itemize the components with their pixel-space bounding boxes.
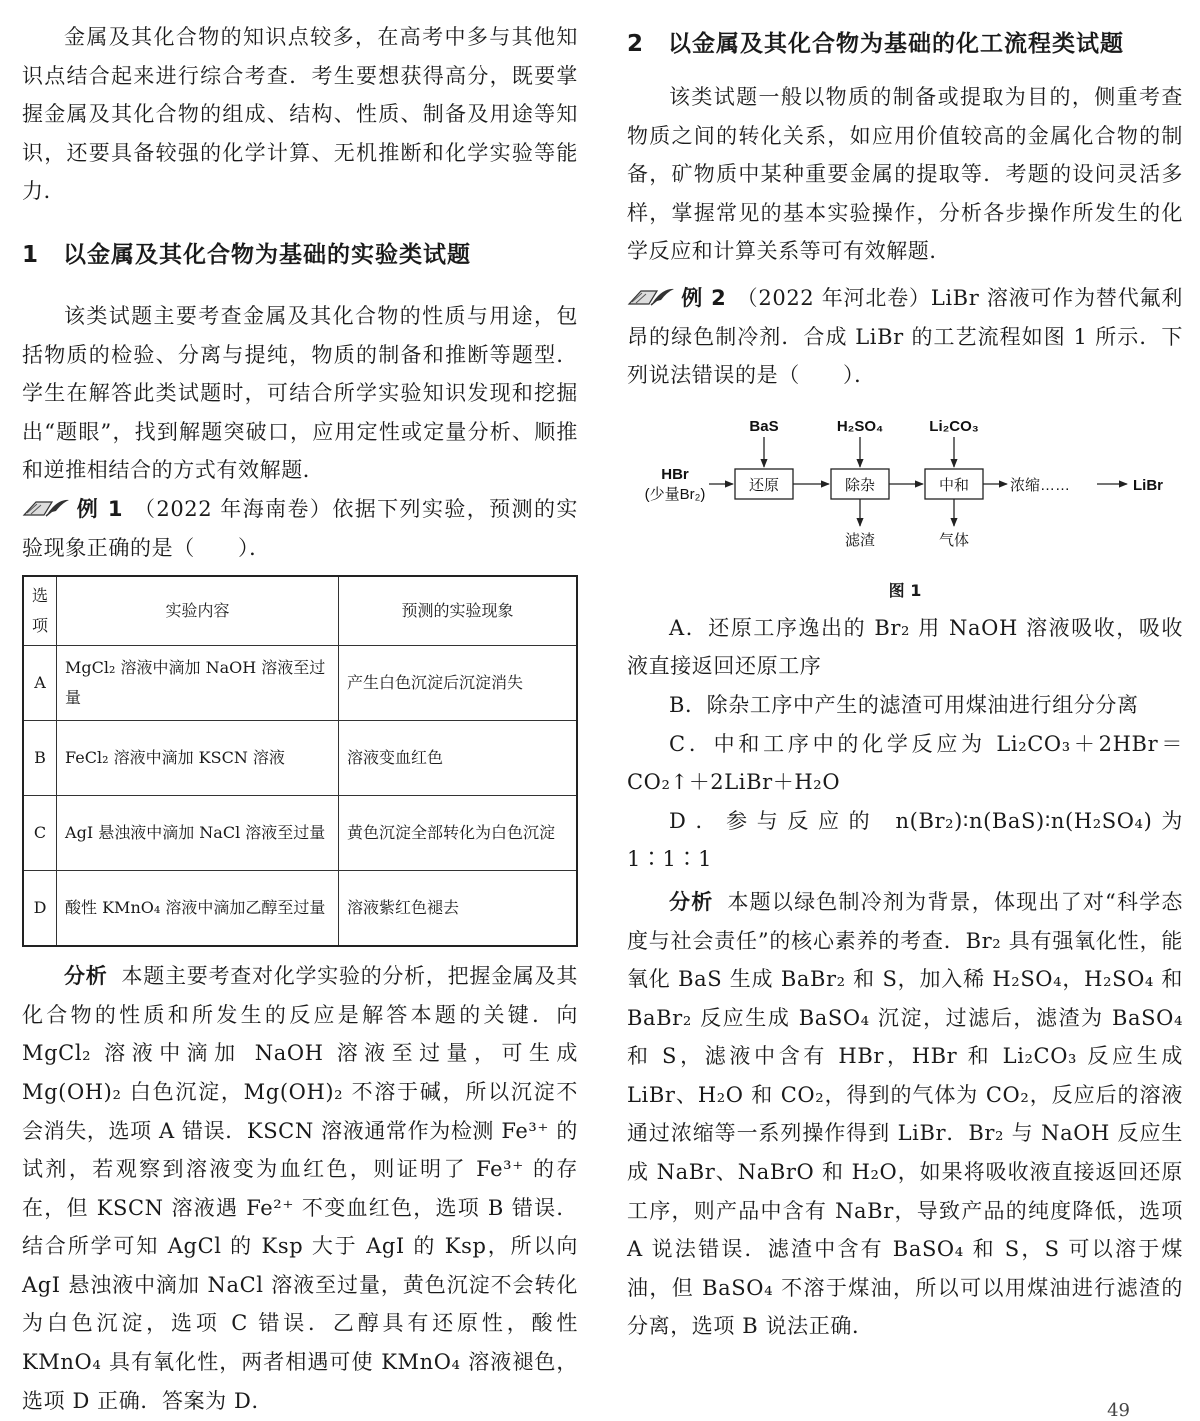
analysis1-text: 本题主要考查对化学实验的分析，把握金属及其化合物的性质和所发生的反应是解答本题的关键．向 MgCl₂ 溶液中滴加 NaOH 溶液至过量，可生成 Mg(OH)₂ 白色沉淀，Mg(OH)₂ 不溶于碱，所以沉淀不会消失，选项 A 错误．KSCN 溶液通常作为检测 Fe³⁺ 的试剂，若观察到溶液变为血红色，则证明了 Fe³⁺ 的存在，但 KSCN 溶液遇 Fe²⁺ 不变血红色，选项 B 错误．结合所学可知 AgCl 的 Ksp 大于 AgI 的 Ksp，所以向 AgI 悬浊液中滴加 NaCl 溶液至过量，黄色沉淀不会转化为白色沉淀，选项 C 错误．乙醇具有还原性，酸性 KMnO₄ 具有氧化性，两者相遇可使 KMnO₄ 溶液褪色，选项 D 正确．答案为 D． xyxy=(22,964,578,1413)
example1 xyxy=(22,490,578,567)
flow-diagram-svg xyxy=(627,401,1183,576)
flow-product: LiBr xyxy=(1133,476,1163,494)
option-b: B．除杂工序中产生的滤渣可用煤油进行组分分离 xyxy=(669,692,1139,717)
pen-scroll-icon xyxy=(22,497,72,519)
table-cell-result: 产生白色沉淀后沉淀消失 xyxy=(339,646,577,721)
flow-input-sub: (少量Br₂) xyxy=(644,485,706,503)
table-cell-result: 溶液变血红色 xyxy=(339,721,577,796)
flow-out2: 滤渣 xyxy=(844,531,876,549)
table-cell-option: D xyxy=(23,871,57,947)
table-header-content: 实验内容 xyxy=(57,576,339,646)
table-cell-content: FeCl₂ 溶液中滴加 KSCN 溶液 xyxy=(57,721,339,796)
analysis2 xyxy=(627,883,1183,1346)
flow-reagent3: Li₂CO₃ xyxy=(929,417,979,435)
option-c: C．中和工序中的化学反应为 Li₂CO₃＋2HBr＝CO₂↑＋2LiBr＋H₂O xyxy=(627,731,1183,795)
flow-step1: 还原 xyxy=(748,476,780,494)
table-cell-option: B xyxy=(23,721,57,796)
table-row xyxy=(23,871,577,947)
table-cell-option: A xyxy=(23,646,57,721)
table-row xyxy=(23,721,577,796)
table-cell-result: 溶液紫红色褪去 xyxy=(339,871,577,947)
flow-step2: 除杂 xyxy=(844,476,876,494)
analysis2-text: 本题以绿色制冷剂为背景，体现出了对“科学态度与社会责任”的核心素养的考查．Br₂ 具有强氧化性，能氧化 BaS 生成 BaBr₂ 和 S，加入稀 H₂SO₄，H₂SO₄ 和 BaBr₂ 反应生成 BaSO₄ 沉淀，过滤后，滤渣为 BaSO₄ 和 S，滤液中含有 HBr，HBr 和 Li₂CO₃ 反应生成 LiBr、H₂O 和 CO₂，得到的气体为 CO₂，反应后的溶液通过浓缩等一系列操作得到 LiBr．Br₂ 与 NaOH 反应生成 NaBr、NaBrO 和 H₂O，如果将吸收液直接返回还原工序，则产品中含有 NaBr，导致产品的纯度降低，选项 A 说法错误．滤渣中含有 BaSO₄ 和 S，S 可以溶于煤油，但 BaSO₄ 不溶于煤油，所以可以用煤油进行滤渣的分离，选项 B 说法正确． xyxy=(627,889,1184,1339)
figure-caption: 图 1 xyxy=(888,580,922,600)
table-header-result: 预测的实验现象 xyxy=(339,576,577,646)
section1-paragraph: 该类试题主要考查金属及其化合物的性质与用途，包括物质的检验、分离与提纯，物质的制备和推断等题型．学生在解答此类试题时，可结合所学实验知识发现和挖掘出“题眼”，找到解题突破口，应用定性或定量分析、顺推和逆推相结合的方式有效解题． xyxy=(22,303,578,483)
analysis2-label: 分析 xyxy=(669,889,714,914)
section2-heading: 2 以金属及其化合物为基础的化工流程类试题 xyxy=(627,31,1125,57)
table-row xyxy=(23,646,577,721)
flow-diagram xyxy=(627,401,1183,576)
table-cell-content: AgI 悬浊液中滴加 NaCl 溶液至过量 xyxy=(57,796,339,871)
analysis1 xyxy=(22,957,578,1420)
table-header-option: 选项 xyxy=(23,576,57,646)
right-column xyxy=(627,18,1183,1346)
flow-after: 浓缩…… xyxy=(1010,476,1071,494)
table-row xyxy=(23,796,577,871)
example2-label: 例 2 xyxy=(681,285,727,310)
example1-text: （2022 年海南卷）依据下列实验，预测的实验现象正确的是（ ）． xyxy=(22,496,578,560)
page-number: 49 xyxy=(1107,1400,1130,1421)
option-a: A．还原工序逸出的 Br₂ 用 NaOH 溶液吸收，吸收液直接返回还原工序 xyxy=(627,615,1183,679)
table-cell-content: MgCl₂ 溶液中滴加 NaOH 溶液至过量 xyxy=(57,646,339,721)
intro-paragraph: 金属及其化合物的知识点较多，在高考中多与其他知识点结合起来进行综合考查．考生要想获得高分，既要掌握金属及其化合物的组成、结构、性质、制备及用途等知识，还要具备较强的化学计算、无机推断和化学实验等能力． xyxy=(22,25,578,204)
flow-input-main: HBr xyxy=(661,465,689,483)
left-column xyxy=(22,18,578,1420)
table-cell-result: 黄色沉淀全部转化为白色沉淀 xyxy=(339,796,577,871)
analysis1-label: 分析 xyxy=(64,964,108,989)
flow-reagent2: H₂SO₄ xyxy=(836,417,884,435)
table-cell-option: C xyxy=(23,796,57,871)
flow-out3: 气体 xyxy=(938,531,970,549)
table-cell-content: 酸性 KMnO₄ 溶液中滴加乙醇至过量 xyxy=(57,871,339,947)
example2 xyxy=(627,279,1183,395)
experiment-table xyxy=(22,575,578,947)
flow-reagent1: BaS xyxy=(749,417,779,435)
pen-scroll-icon xyxy=(627,286,677,308)
option-d: D．参与反应的 n(Br₂)∶n(BaS)∶n(H₂SO₄)为 1∶1∶1 xyxy=(627,808,1183,872)
section1-heading: 1 以金属及其化合物为基础的实验类试题 xyxy=(22,241,472,268)
flow-step3: 中和 xyxy=(938,476,970,494)
example1-label: 例 1 xyxy=(76,496,124,521)
section2-paragraph: 该类试题一般以物质的制备或提取为目的，侧重考查物质之间的转化关系，如应用价值较高的金属化合物的制备，矿物质中某种重要金属的提取等．考题的设问灵活多样，掌握常见的基本实验操作，分析各步操作所发生的化学反应和计算关系等可有效解题． xyxy=(627,85,1183,264)
example2-text: （2022 年河北卷）LiBr 溶液可作为替代氟利昂的绿色制冷剂．合成 LiBr 的工艺流程如图 1 所示．下列说法错误的是（ ）． xyxy=(627,285,1183,388)
